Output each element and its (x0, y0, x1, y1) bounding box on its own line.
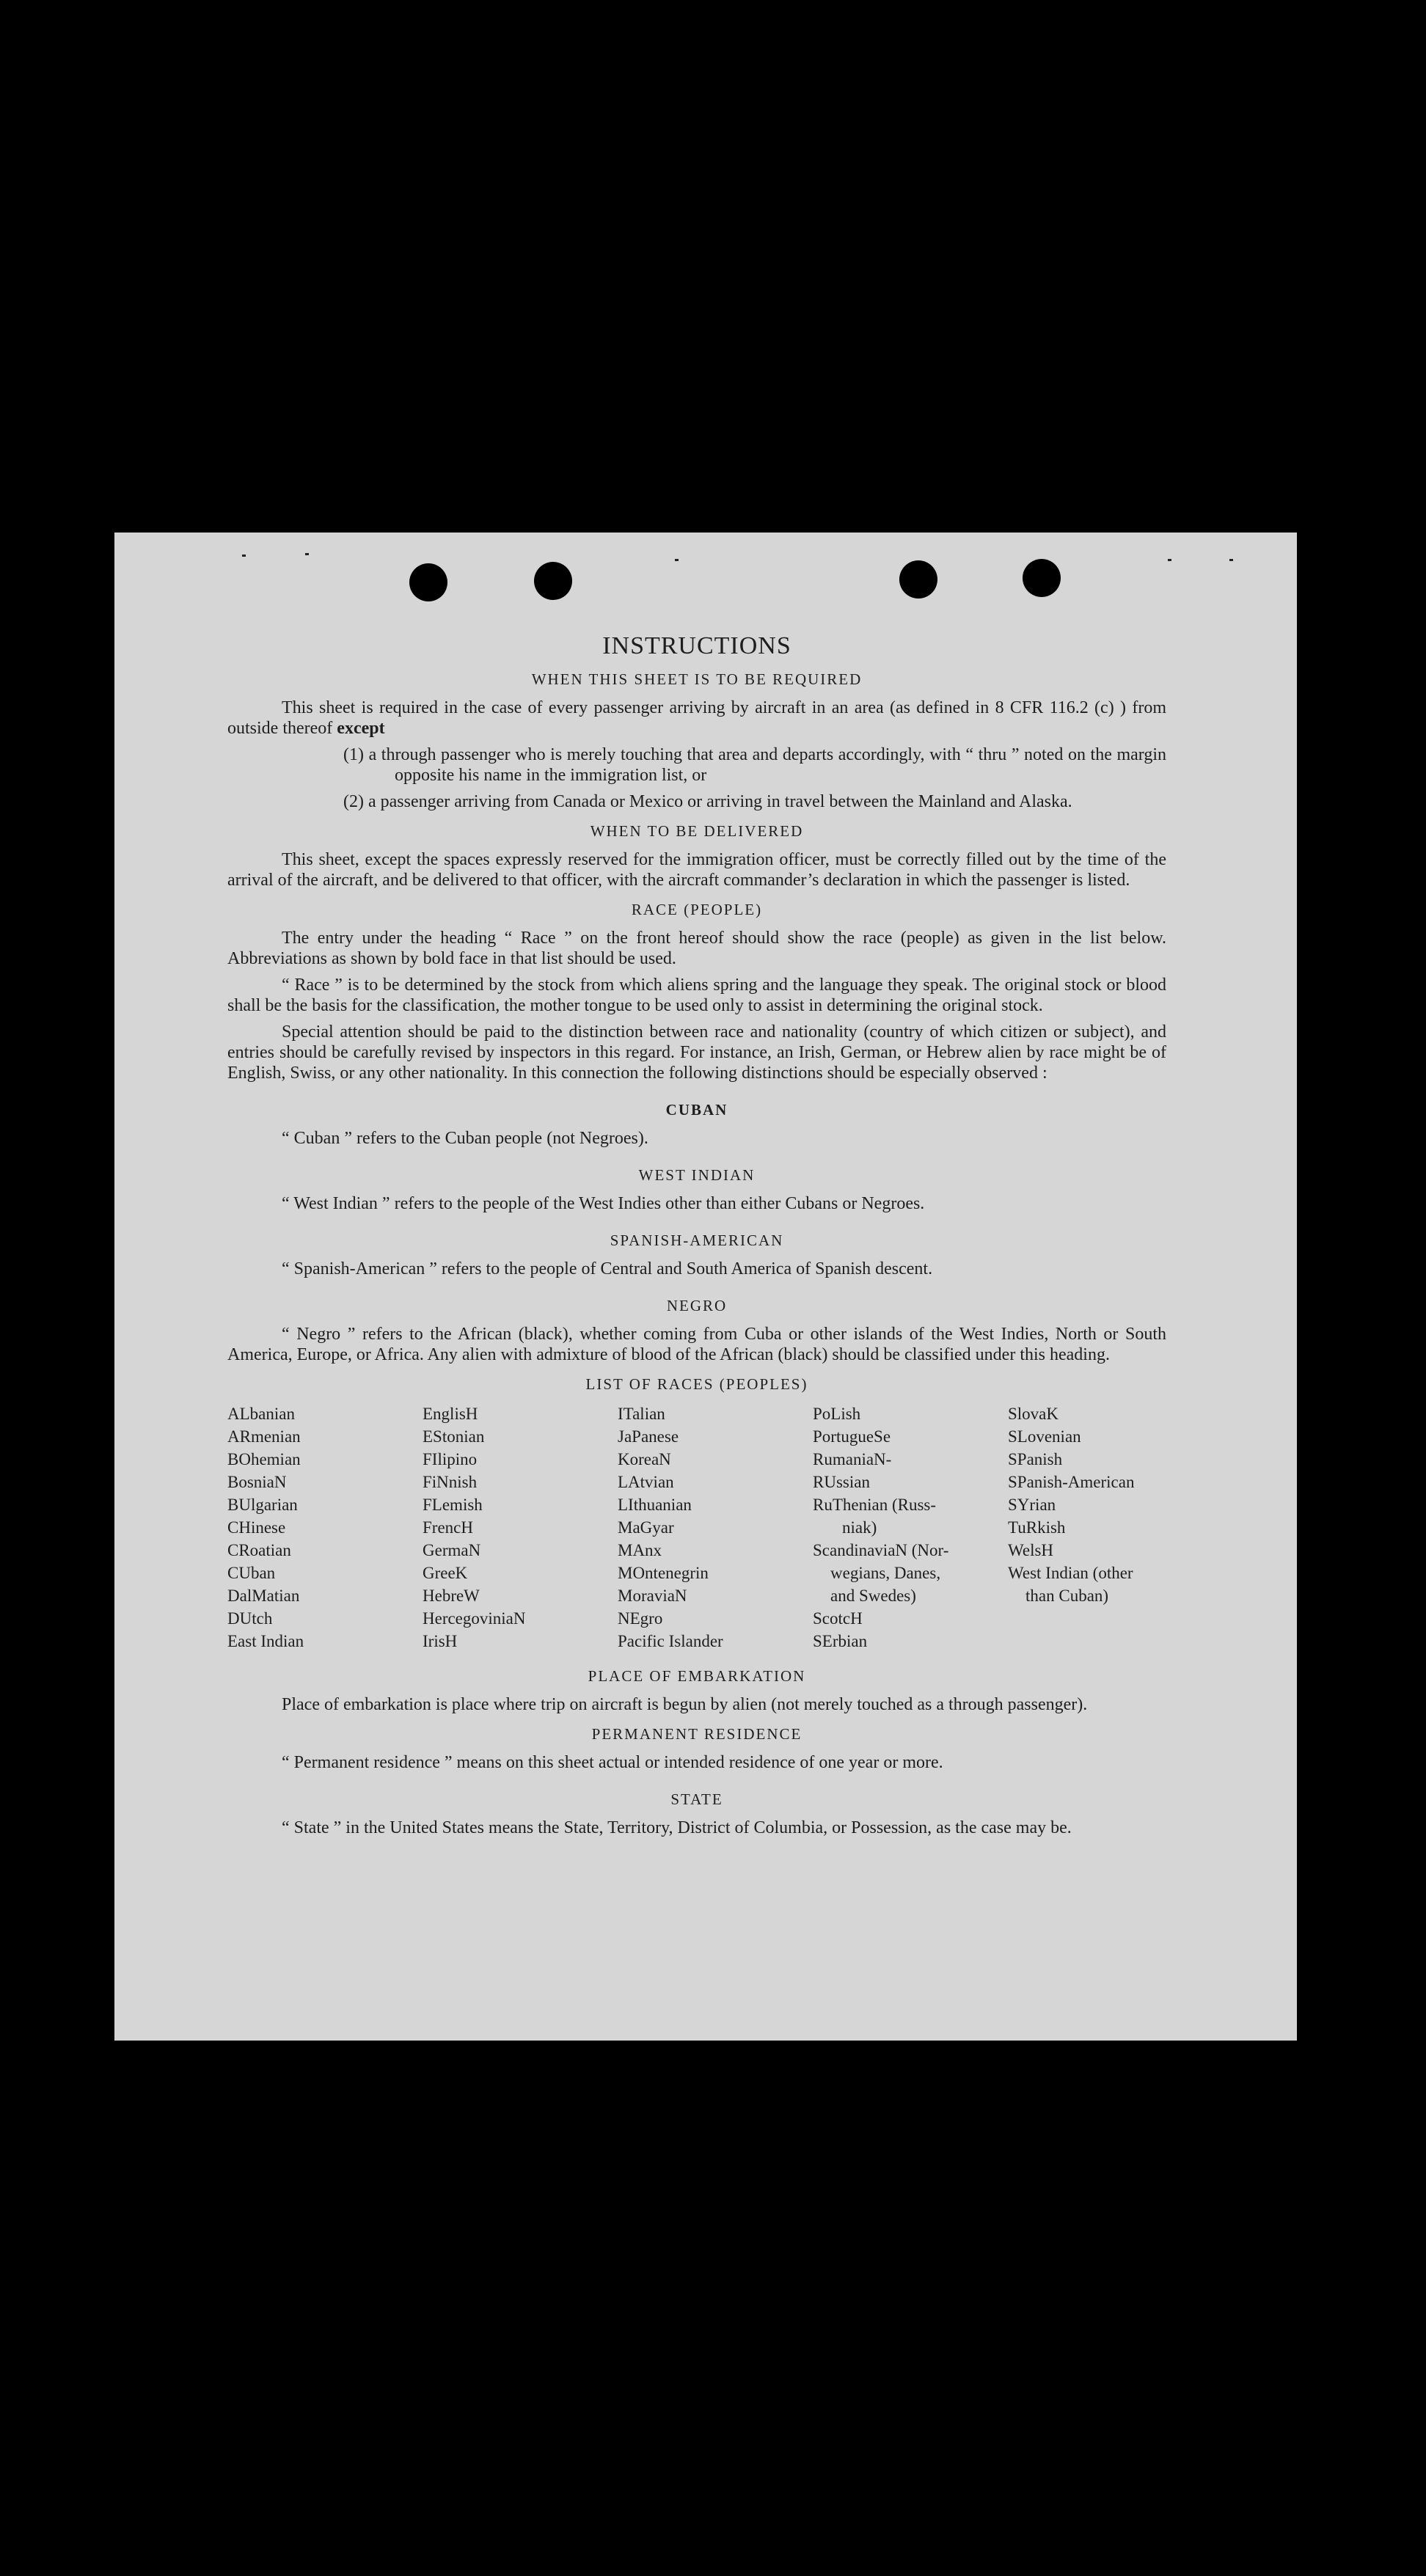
paragraph: This sheet, except the spaces expressly reserved for the immigration officer, must be correctly filled out by the time of the arrival of the aircraft, and be delivered to that officer, with the aircraft commander’s declaration in which the passenger is listed. (227, 850, 1166, 890)
race-entry: CRoatian (227, 1541, 291, 1559)
race-entry: ITalian (618, 1405, 665, 1423)
race-entry: FLemish (423, 1496, 483, 1514)
race-entry: RumaniaN- (813, 1450, 892, 1468)
race-entry: GermaN (423, 1541, 481, 1559)
race-entry: ALbanian (227, 1405, 295, 1423)
race-entry: NEgro (618, 1609, 663, 1628)
race-entry: wegians, Danes, (830, 1564, 941, 1582)
race-entry: West Indian (other (1008, 1564, 1133, 1582)
section-heading: NEGRO (666, 1297, 728, 1314)
section-heading: SPANISH-AMERICAN (610, 1232, 784, 1249)
paragraph: This sheet is required in the case of every passenger arriving by aircraft in an area (as defined in 8 CFR 116.2 (c) ) from outside thereof except (227, 698, 1166, 738)
race-entry: JaPanese (618, 1427, 679, 1446)
races-column (1008, 1402, 1169, 1653)
race-entry: DalMatian (227, 1587, 300, 1605)
race-entry: MOntenegrin (618, 1564, 709, 1582)
section-heading: STATE (670, 1790, 723, 1808)
section-heading: LIST OF RACES (PEOPLES) (585, 1375, 808, 1393)
paragraph: Special attention should be paid to the distinction between race and nationality (country of which citizen or subject), and entries should be carefully revised by inspectors in this regard. For instance, an Irish, German, or Hebrew alien by race might be of English, Swiss, or any other nationality. In this connection the following distinctions should be especially observed : (227, 1022, 1166, 1083)
race-entry: SPanish-American (1008, 1473, 1135, 1491)
races-column (227, 1402, 423, 1653)
section-heading: WHEN TO BE DELIVERED (590, 822, 804, 840)
section-heading: RACE (PEOPLE) (631, 901, 763, 918)
page-title: INSTRUCTIONS (602, 632, 791, 659)
race-entry: PoLish (813, 1405, 861, 1423)
races-column (618, 1402, 813, 1653)
paragraph: “ State ” in the United States means the State, Territory, District of Columbia, or Possession, as the case may be. (282, 1818, 1072, 1837)
punch-hole (1023, 559, 1061, 597)
speck (1168, 559, 1171, 561)
race-entry: KoreaN (618, 1450, 671, 1468)
document-page (114, 533, 1297, 2041)
punch-hole (409, 563, 447, 601)
race-entry: East Indian (227, 1632, 304, 1650)
race-entry: BosniaN (227, 1473, 287, 1491)
section-heading: CUBAN (665, 1101, 728, 1119)
section-heading: PLACE OF EMBARKATION (588, 1667, 806, 1685)
race-entry: SYrian (1008, 1496, 1056, 1514)
race-entry: LIthuanian (618, 1496, 692, 1514)
race-entry: and Swedes) (830, 1587, 916, 1605)
races-list (227, 1402, 1166, 1653)
race-entry: than Cuban) (1025, 1587, 1109, 1605)
race-entry: HebreW (423, 1587, 480, 1605)
paragraph: “ West Indian ” refers to the people of the West Indies other than either Cubans or Negroes. (282, 1194, 925, 1213)
race-entry: niak) (842, 1518, 877, 1537)
race-entry: SErbian (813, 1632, 868, 1650)
race-entry: SLovenian (1008, 1427, 1081, 1446)
race-entry: RUssian (813, 1473, 870, 1491)
section-heading: PERMANENT RESIDENCE (591, 1725, 802, 1743)
punch-hole (534, 562, 572, 600)
race-entry: CUban (227, 1564, 276, 1582)
race-entry: ScandinaviaN (Nor- (813, 1541, 949, 1559)
race-entry: PortugueSe (813, 1427, 891, 1446)
race-entry: MaGyar (618, 1518, 674, 1537)
race-entry: BUlgarian (227, 1496, 298, 1514)
paragraph: The entry under the heading “ Race ” on the front hereof should show the race (people) as given in the list below. Abbreviations as shown by bold face in that list should be used. (227, 929, 1166, 968)
race-entry: CHinese (227, 1518, 286, 1537)
race-entry: LAtvian (618, 1473, 674, 1491)
race-entry: SPanish (1008, 1450, 1063, 1468)
list-item: (1) a through passenger who is merely touching that area and departs accordingly, with “ thru ” noted on the margin opposite his name in the immigration list, or (343, 745, 1166, 785)
bold-word: except (337, 719, 385, 738)
section-heading: WEST INDIAN (638, 1166, 756, 1184)
race-entry: RuThenian (Russ- (813, 1496, 937, 1514)
race-entry: BOhemian (227, 1450, 301, 1468)
speck (242, 555, 246, 557)
race-entry: EStonian (423, 1427, 485, 1446)
speck (1229, 559, 1233, 561)
race-entry: HercegoviniaN (423, 1609, 526, 1628)
paragraph: “ Cuban ” refers to the Cuban people (not Negroes). (282, 1129, 648, 1148)
race-entry: MoraviaN (618, 1587, 687, 1605)
race-entry: ScotcH (813, 1609, 863, 1628)
list-item: (2) a passenger arriving from Canada or Mexico or arriving in travel between the Mainland and Alaska. (343, 792, 1072, 811)
race-entry: GreeK (423, 1564, 468, 1582)
race-entry: DUtch (227, 1609, 273, 1628)
race-entry: SlovaK (1008, 1405, 1058, 1423)
races-column (813, 1402, 1008, 1653)
paragraph: “ Negro ” refers to the African (black), whether coming from Cuba or other islands of the West Indies, North or South America, Europe, or Africa. Any alien with admixture of blood of the African (black) should be classified under this heading. (227, 1325, 1166, 1364)
speck (675, 559, 679, 561)
speck (305, 553, 309, 555)
race-entry: FIlipino (423, 1450, 478, 1468)
instructions-content (227, 632, 1166, 1844)
races-column (423, 1402, 618, 1653)
punch-hole (899, 560, 937, 599)
race-entry: Pacific Islander (618, 1632, 723, 1650)
race-entry: TuRkish (1008, 1518, 1066, 1537)
paragraph: Place of embarkation is place where trip on aircraft is begun by alien (not merely touched as a through passenger). (282, 1695, 1088, 1714)
race-entry: FiNnish (423, 1473, 478, 1491)
race-entry: MAnx (618, 1541, 662, 1559)
section-heading: WHEN THIS SHEET IS TO BE REQUIRED (531, 670, 863, 688)
paragraph: “ Spanish-American ” refers to the people of Central and South America of Spanish descent. (282, 1259, 933, 1278)
paragraph: “ Race ” is to be determined by the stock from which aliens spring and the language they speak. The original stock or blood shall be the basis for the classification, the mother tongue to be used only to assist in determining the original stock. (227, 976, 1166, 1015)
race-entry: ARmenian (227, 1427, 301, 1446)
race-entry: IrisH (423, 1632, 458, 1650)
race-entry: WelsH (1008, 1541, 1054, 1559)
race-entry: EnglisH (423, 1405, 478, 1423)
paragraph: “ Permanent residence ” means on this sheet actual or intended residence of one year or more. (282, 1753, 943, 1772)
race-entry: FrencH (423, 1518, 473, 1537)
